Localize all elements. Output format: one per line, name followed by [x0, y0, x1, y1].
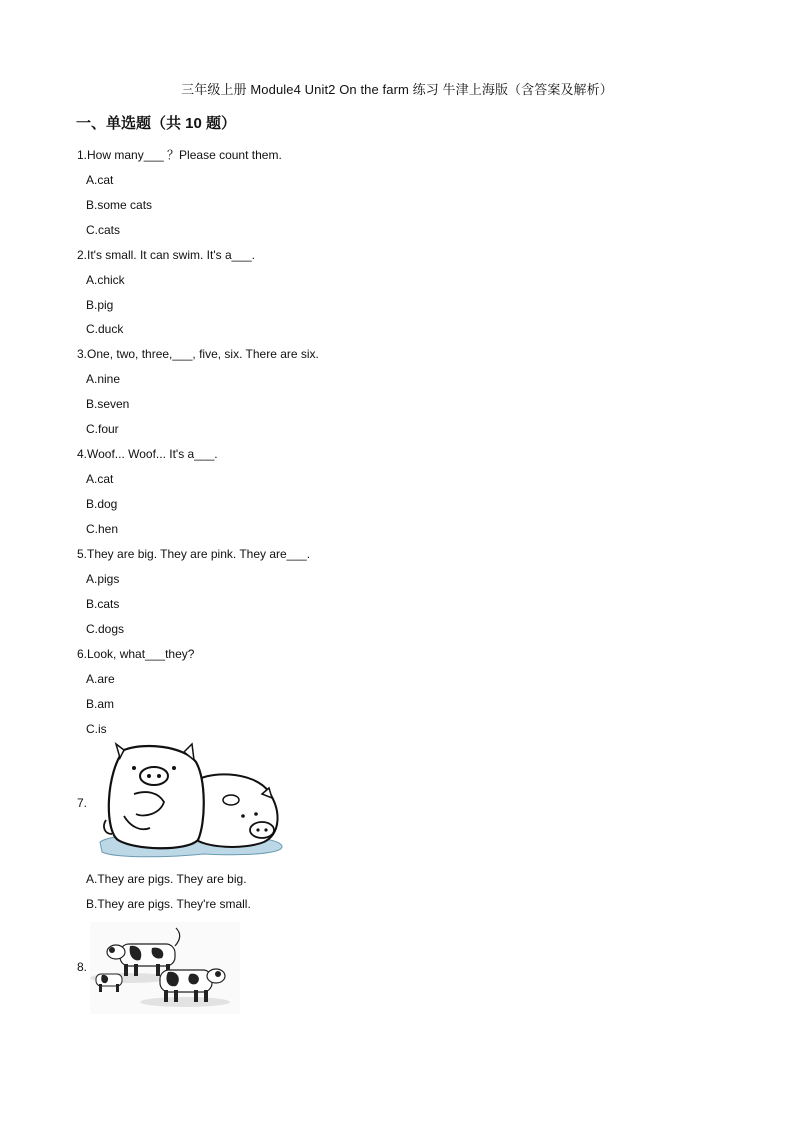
question-2-option-a[interactable]: A.chick: [86, 273, 125, 287]
question-2-option-c[interactable]: C.duck: [86, 322, 124, 336]
question-1-option-b[interactable]: B.some cats: [86, 198, 153, 212]
question-5-option-c[interactable]: C.dogs: [86, 622, 125, 636]
question-3-option-a[interactable]: A.nine: [86, 372, 121, 386]
question-7-option-b[interactable]: B.They are pigs. They're small.: [86, 897, 251, 911]
cows-illustration: [90, 922, 240, 1014]
page-title: 三年级上册 Module4 Unit2 On the farm 练习 牛津上海版（含答案及解析）: [181, 82, 613, 97]
question-3-stem: 3.One, two, three,___, five, six. There are six.: [77, 347, 319, 361]
question-7-option-a[interactable]: A.They are pigs. They are big.: [86, 872, 247, 886]
section-heading: 一、单选题（共 10 题）: [76, 115, 237, 132]
question-1-option-a[interactable]: A.cat: [86, 173, 114, 187]
pigs-illustration: [94, 742, 286, 860]
question-4-option-b[interactable]: B.dog: [86, 497, 118, 511]
question-6-option-b[interactable]: B.am: [86, 697, 115, 711]
question-6-option-c[interactable]: C.is: [86, 722, 107, 736]
question-2-stem: 2.It's small. It can swim. It's a___.: [77, 248, 255, 262]
question-5-stem: 5.They are big. They are pink. They are___.: [77, 547, 311, 561]
question-4-option-a[interactable]: A.cat: [86, 472, 114, 486]
question-4-option-c[interactable]: C.hen: [86, 522, 119, 536]
question-4-stem: 4.Woof... Woof... It's a___.: [77, 447, 218, 461]
question-3-option-b[interactable]: B.seven: [86, 397, 130, 411]
question-5-option-b[interactable]: B.cats: [86, 597, 120, 611]
question-5-option-a[interactable]: A.pigs: [86, 572, 120, 586]
question-1-stem: 1.How many___ ？Please count them.: [77, 148, 282, 162]
question-7-number: 7.: [77, 796, 88, 810]
question-6-stem: 6.Look, what___they?: [77, 647, 195, 661]
question-3-option-c[interactable]: C.four: [86, 422, 119, 436]
question-8-number: 8.: [77, 960, 88, 974]
question-1-option-c[interactable]: C.cats: [86, 223, 121, 237]
question-2-option-b[interactable]: B.pig: [86, 298, 114, 312]
question-6-option-a[interactable]: A.are: [86, 672, 115, 686]
